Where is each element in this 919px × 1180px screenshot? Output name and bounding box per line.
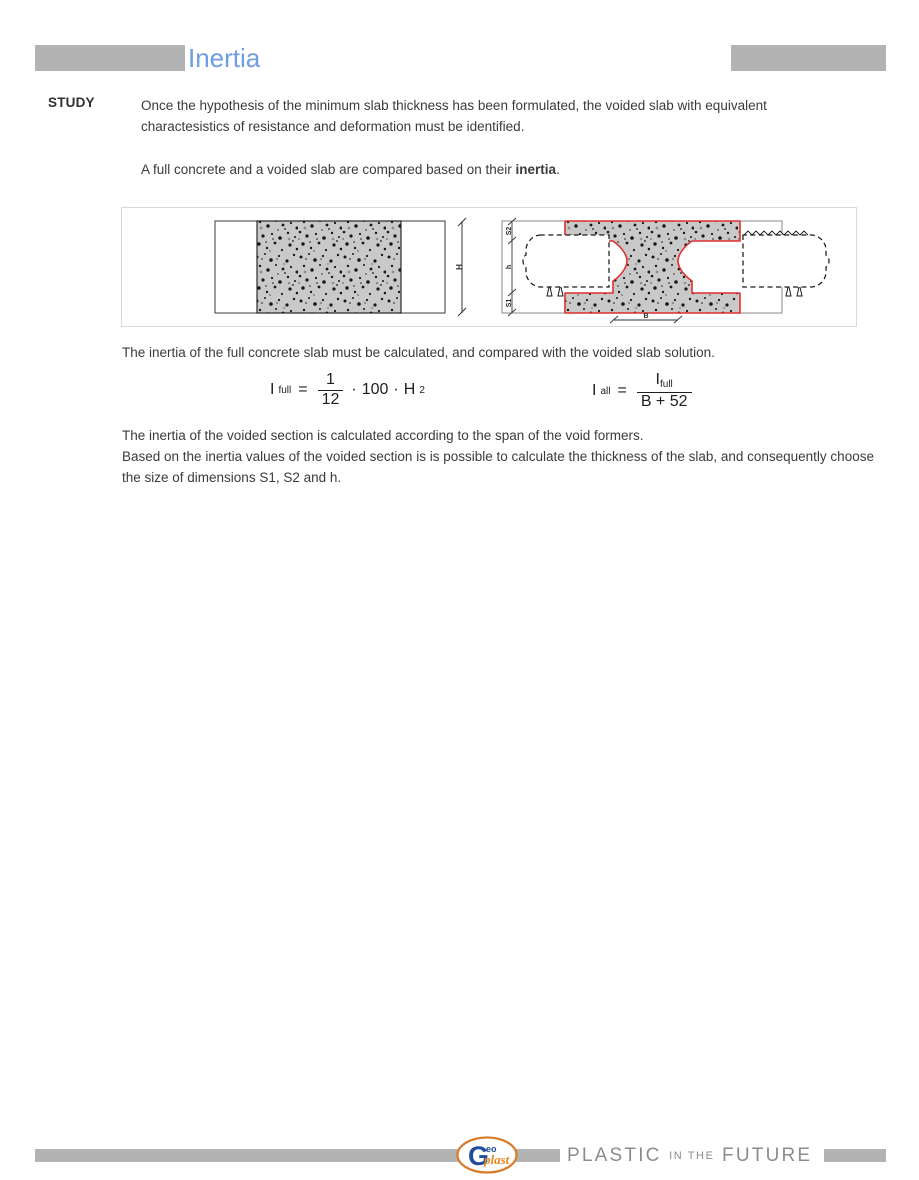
formula-full-subscript: full [278,384,292,396]
footer-bar-right [824,1149,886,1162]
page-footer [0,565,919,1171]
closing-line-2: Based on the inertia values of the voided section is is possible to calculate the thickness of the slab, and consequently choose the size of dimensions S1, S2 and h. [122,449,874,485]
formula-all-numerator [652,372,677,392]
formula-full-variable: I [270,381,275,399]
logo-suffix-top: eo [486,1144,497,1154]
formula-full-dot-2: · [393,381,399,399]
formula-all-variable: I [592,382,597,400]
formula-full-dot-1: · [351,381,357,399]
comparison-text-post: . [556,162,560,177]
formula-inertia-all [592,372,695,410]
formula-all-equals: = [617,382,627,400]
header-bar-left [35,45,185,71]
comparison-text-pre: A full concrete and a voided slab are compared based on their [141,162,516,177]
header-bar-right [731,45,886,71]
slab-sections-figure [121,207,857,327]
closing-paragraph [122,425,882,488]
full-slab-drawing [215,218,466,316]
comparison-text-bold: inertia [515,162,557,177]
footer-tagline-future: FUTURE [722,1145,813,1166]
geoplast-logo [456,1135,518,1175]
closing-line-1: The inertia of the voided section is calculated according to the span of the void formers. [122,428,644,443]
page-title: Inertia [188,43,261,73]
formula-full-factor: 100 [361,381,389,399]
formula-full-exponent: 2 [419,384,425,396]
formula-full-denominator: 12 [318,390,344,409]
figure-svg [122,208,856,326]
logo-svg [456,1135,518,1175]
formula-all-numerator-variable: I [655,371,660,388]
formula-full-numerator: 1 [326,371,335,388]
study-label: STUDY [48,95,95,110]
formula-full-term: H [403,381,416,399]
formula-all-fraction [634,372,695,410]
logo-letter: G [468,1141,490,1171]
formula-full-equals: = [298,381,308,399]
footer-tagline [567,1145,812,1167]
formula-all-denominator: B + 52 [637,392,692,411]
voided-slab-drawing [502,218,829,323]
intro-paragraph: Once the hypothesis of the minimum slab thickness has been formulated, the voided slab with equivalent charactesistics of resistance and deformation must be identified. [141,98,767,134]
footer-tagline-inthe: IN THE [669,1150,715,1162]
page-header [0,0,919,86]
footer-bar-left [35,1149,465,1162]
dimension-label-B: B [643,313,649,320]
formula-all-numerator-subscript: full [659,379,673,390]
dimension-label-S2: S2 [506,226,513,236]
formula-all-subscript: all [600,385,611,397]
footer-tagline-plastic: PLASTIC [567,1145,662,1166]
dimension-label-S1: S1 [506,298,513,308]
calculation-paragraph: The inertia of the full concrete slab must be calculated, and compared with the voided slab solution. [122,345,715,360]
dimension-label-H: H [455,264,464,270]
comparison-paragraph [141,159,841,180]
formula-full-fraction [315,372,347,409]
dimension-label-h: h [506,264,513,270]
logo-suffix-bottom: plast [484,1152,510,1167]
formula-inertia-full [270,372,425,409]
